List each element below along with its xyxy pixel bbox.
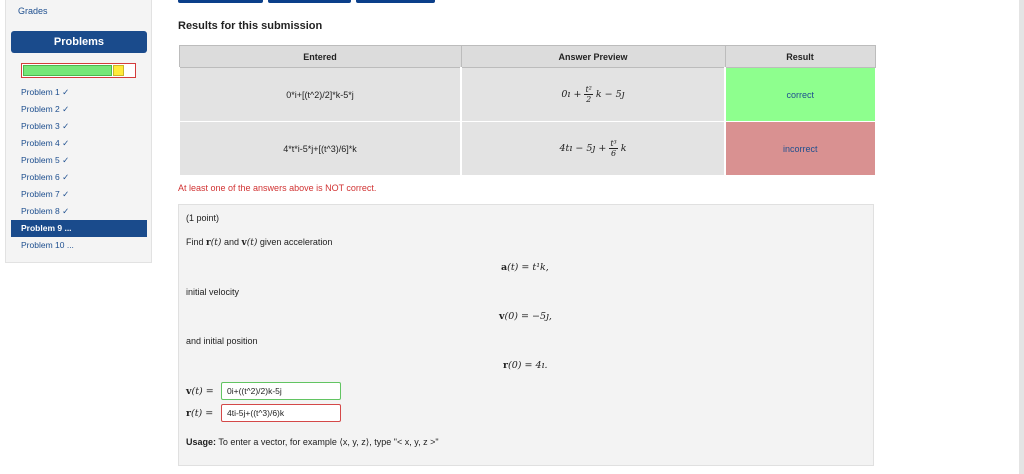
acceleration-equation: [501, 262, 549, 273]
problem-prompt: [186, 237, 332, 248]
sidebar-item-problem-9[interactable]: Problem 9 ...: [11, 220, 147, 237]
sidebar-item-problem-5[interactable]: Problem 5 ✓: [21, 155, 70, 165]
r-label-rest: (t) =: [191, 408, 214, 419]
top-nav-button-3[interactable]: [356, 0, 435, 3]
problems-header: Problems: [11, 31, 147, 53]
results-header-row: [179, 46, 875, 68]
r-answer-label: [186, 408, 213, 419]
prompt-r-arg: (t): [210, 238, 222, 248]
usage-text: To enter a vector, for example ⟨x, y, z⟩, type "< x, y, z >": [218, 437, 439, 447]
table-row: [179, 68, 875, 122]
r-answer-input[interactable]: 4ti-5j+((t^3)/6)k: [221, 404, 341, 422]
window-right-border: [1019, 0, 1024, 474]
preview-fraction: [584, 85, 592, 104]
velocity-equation: [499, 311, 552, 322]
progress-bar: [21, 63, 136, 78]
sidebar-item-problem-7[interactable]: Problem 7 ✓: [21, 189, 70, 199]
initial-position-label: and initial position: [186, 336, 258, 346]
prompt-text-3: given acceleration: [259, 237, 333, 247]
result-cell: incorrect: [725, 122, 875, 176]
grades-link[interactable]: Grades: [18, 6, 48, 16]
points-label: (1 point): [186, 213, 220, 223]
sidebar-item-problem-2[interactable]: Problem 2 ✓: [21, 104, 70, 114]
results-title: Results for this submission: [178, 20, 323, 32]
prompt-v: v: [241, 238, 247, 248]
preview-cell: [461, 122, 725, 176]
usage-label: Usage:: [186, 437, 217, 447]
result-cell: correct: [725, 68, 875, 122]
velocity-rhs: (0) = −5ȷ,: [504, 311, 552, 322]
progress-correct: [23, 65, 112, 76]
r-label-bold: r: [186, 408, 192, 419]
preview-denominator: 6: [611, 149, 617, 158]
table-row: [179, 122, 875, 176]
sidebar-item-problem-1[interactable]: Problem 1 ✓: [21, 87, 70, 97]
v-label-bold: v: [186, 386, 192, 397]
preview-cell: [461, 68, 725, 122]
position-r: r: [503, 360, 509, 371]
sidebar-item-problem-10[interactable]: Problem 10 ...: [21, 240, 74, 250]
prompt-r: r: [206, 238, 211, 248]
header-answer-preview: Answer Preview: [461, 46, 725, 68]
preview-pre: 4tı − 5ȷ +: [559, 143, 607, 154]
preview-denominator: 2: [586, 95, 592, 104]
v-answer-label: [186, 386, 214, 397]
header-result: Result: [725, 46, 875, 68]
preview-post: k − 5ȷ: [595, 89, 625, 100]
preview-numerator: t³: [610, 139, 617, 148]
prompt-text-1: Find: [186, 237, 204, 247]
v-label-rest: (t) =: [191, 386, 214, 397]
sidebar-item-problem-4[interactable]: Problem 4 ✓: [21, 138, 70, 148]
prompt-text-2: and: [223, 237, 239, 247]
progress-partial: [113, 65, 124, 76]
entered-cell: 0*i+[(t^2)/2]*k-5*j: [179, 68, 461, 122]
results-table: [178, 45, 876, 176]
sidebar-item-problem-8[interactable]: Problem 8 ✓: [21, 206, 70, 216]
problem-box: [178, 204, 874, 466]
preview-post: k: [620, 143, 627, 154]
problem-list: [11, 84, 147, 254]
prompt-v-arg: (t): [246, 238, 258, 248]
velocity-v: v: [499, 311, 505, 322]
answer-preview: [559, 139, 626, 158]
initial-velocity-label: initial velocity: [186, 287, 240, 297]
header-entered: Entered: [179, 46, 461, 68]
accel-rhs: (t) = t¹k,: [507, 262, 549, 273]
preview-pre: 0ı +: [561, 89, 582, 100]
usage-note: [186, 437, 439, 448]
v-answer-input[interactable]: 0i+((t^2)/2)k-5j: [221, 382, 341, 400]
top-nav-button-2[interactable]: [268, 0, 351, 3]
sidebar-item-problem-6[interactable]: Problem 6 ✓: [21, 172, 70, 182]
warning-message: At least one of the answers above is NOT correct.: [178, 183, 377, 193]
sidebar-item-problem-3[interactable]: Problem 3 ✓: [21, 121, 70, 131]
entered-cell: 4*t*i-5*j+[(t^3)/6]*k: [179, 122, 461, 176]
answer-preview: [561, 85, 624, 104]
position-rhs: (0) = 4ı.: [508, 360, 548, 371]
preview-fraction: [609, 139, 617, 158]
accel-a: a: [501, 262, 508, 273]
position-equation: [503, 360, 548, 371]
preview-numerator: t²: [585, 85, 592, 94]
top-nav-button-1[interactable]: [178, 0, 263, 3]
sidebar: [5, 0, 152, 263]
